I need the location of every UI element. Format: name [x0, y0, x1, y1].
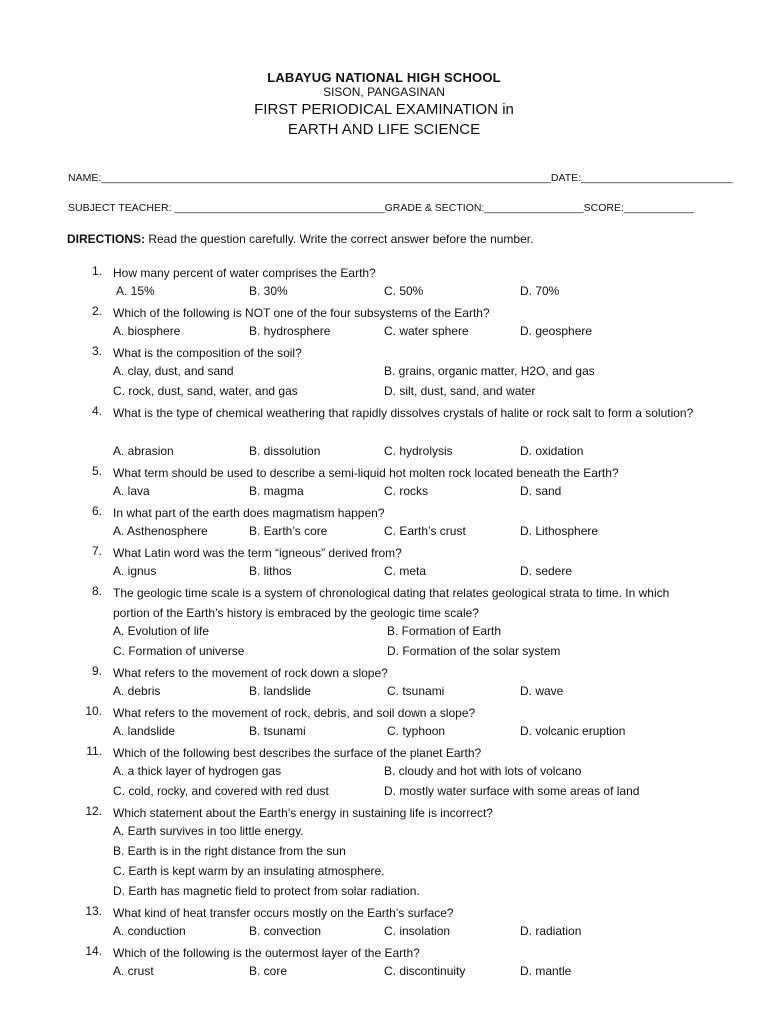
option-a: A. Evolution of life — [113, 624, 210, 638]
question-text: How many percent of water comprises the Earth? — [113, 266, 376, 280]
option-c: C. hydrolysis — [384, 444, 453, 458]
option-d: D. sand — [520, 484, 562, 498]
option-b: B. Earth is in the right distance from the sun — [113, 844, 346, 858]
school-location: SISON, PANGASINAN — [323, 85, 445, 99]
option-b: B. convection — [249, 924, 322, 938]
option-c: C. water sphere — [384, 324, 469, 338]
question-number: 10. — [85, 704, 102, 718]
teacher-grade-score-line: SUBJECT TEACHER: ____________________________________GRADE & SECTION:_________________SCORE:____________ — [68, 202, 694, 214]
option-a: A. clay, dust, and sand — [113, 364, 234, 378]
option-d: D. radiation — [520, 924, 582, 938]
option-a: A. biosphere — [113, 324, 181, 338]
question-text: What is the composition of the soil? — [113, 346, 302, 360]
option-d: D. oxidation — [520, 444, 584, 458]
option-d: D. wave — [520, 684, 564, 698]
question-text: Which of the following is NOT one of the four subsystems of the Earth? — [113, 306, 490, 320]
option-b: B. landslide — [249, 684, 312, 698]
option-a: A. conduction — [113, 924, 186, 938]
question-number: 5. — [91, 464, 102, 478]
option-a: A. crust — [113, 964, 154, 978]
question-text: What Latin word was the term “igneous” derived from? — [113, 546, 402, 560]
option-b: B. cloudy and hot with lots of volcano — [384, 764, 582, 778]
option-b: B. 30% — [249, 284, 288, 298]
directions-text: Read the question carefully. Write the correct answer before the number. — [145, 232, 534, 246]
question-number: 14. — [85, 944, 102, 958]
question-number: 12. — [85, 804, 102, 818]
option-c: C. meta — [384, 564, 427, 578]
option-a: A. Earth survives in too little energy. — [113, 824, 304, 838]
option-b: B. grains, organic matter, H2O, and gas — [384, 364, 595, 378]
option-c: C. Earth’s crust — [384, 524, 466, 538]
exam-title-line2: EARTH AND LIFE SCIENCE — [287, 121, 481, 138]
option-d: D. volcanic eruption — [520, 724, 626, 738]
option-d: D. Formation of the solar system — [387, 644, 561, 658]
question-text: Which of the following is the outermost layer of the Earth? — [113, 946, 420, 960]
question-text: What refers to the movement of rock, debris, and soil down a slope? — [113, 706, 476, 720]
question-text: What refers to the movement of rock down a slope? — [113, 666, 388, 680]
option-d: D. Earth has magnetic field to protect from solar radiation. — [113, 884, 420, 898]
option-c: C. tsunami — [387, 684, 445, 698]
option-d: D. mostly water surface with some areas of land — [384, 784, 640, 798]
option-d: D. mantle — [520, 964, 572, 978]
option-c: C. Earth is kept warm by an insulating atmosphere. — [113, 864, 385, 878]
question-text: Which statement about the Earth’s energy in sustaining life is incorrect? — [113, 806, 493, 820]
option-b: B. Formation of Earth — [387, 624, 502, 638]
question-number: 6. — [91, 504, 102, 518]
option-d: D. geosphere — [520, 324, 593, 338]
question-text: Which of the following best describes the surface of the planet Earth? — [113, 746, 482, 760]
option-c: C. rocks — [384, 484, 429, 498]
option-a: A. landslide — [113, 724, 176, 738]
option-c: C. cold, rocky, and covered with red dust — [113, 784, 329, 798]
question-number: 7. — [91, 544, 102, 558]
option-b: B. core — [249, 964, 288, 978]
option-c: C. insolation — [384, 924, 451, 938]
option-c: C. discontinuity — [384, 964, 466, 978]
option-a: A. debris — [113, 684, 161, 698]
option-a: A. lava — [113, 484, 150, 498]
school-name: LABAYUG NATIONAL HIGH SCHOOL — [267, 70, 501, 85]
exam-title-line1: FIRST PERIODICAL EXAMINATION in — [254, 101, 514, 118]
option-c: C. Formation of universe — [113, 644, 245, 658]
directions — [67, 232, 533, 246]
option-b: B. tsunami — [249, 724, 306, 738]
option-b: B. magma — [249, 484, 304, 498]
option-d: D. Lithosphere — [520, 524, 599, 538]
question-number: 3. — [91, 344, 102, 358]
question-text: The geologic time scale is a system of chronological dating that relates geological strata to time. In which portion of the Earth’s history is embraced by the geologic time scale? — [113, 586, 670, 620]
option-c: C. rock, dust, sand, water, and gas — [113, 384, 298, 398]
option-b: B. lithos — [249, 564, 292, 578]
question-text: What kind of heat transfer occurs mostly on the Earth’s surface? — [113, 906, 454, 920]
option-a: A. ignus — [113, 564, 157, 578]
directions-label: DIRECTIONS: — [67, 232, 145, 246]
option-a: A. Asthenosphere — [113, 524, 208, 538]
question-number: 4. — [91, 404, 102, 418]
question-number: 13. — [85, 904, 102, 918]
option-d: D. silt, dust, sand, and water — [384, 384, 536, 398]
question-number: 2. — [91, 304, 102, 318]
option-c: C. 50% — [384, 284, 424, 298]
option-c: C. typhoon — [387, 724, 446, 738]
question-text: What term should be used to describe a semi-liquid hot molten rock located beneath the Earth? — [113, 466, 619, 480]
question-number: 8. — [91, 584, 102, 598]
option-b: B. Earth’s core — [249, 524, 328, 538]
question-number: 11. — [86, 744, 102, 758]
option-b: B. dissolution — [249, 444, 321, 458]
question-text: What is the type of chemical weathering that rapidly dissolves crystals of halite or rock salt to form a solution? — [113, 406, 694, 420]
question-number: 9. — [91, 664, 102, 678]
question-text: In what part of the earth does magmatism happen? — [113, 506, 385, 520]
option-d: D. 70% — [520, 284, 560, 298]
option-d: D. sedere — [520, 564, 573, 578]
option-a: A. 15% — [116, 284, 155, 298]
question-number: 1. — [91, 264, 102, 278]
name-date-line: NAME:_____________________________________________________________________________DATE:__________________________ — [68, 172, 733, 184]
option-a: A. abrasion — [113, 444, 174, 458]
option-a: A. a thick layer of hydrogen gas — [113, 764, 282, 778]
option-b: B. hydrosphere — [249, 324, 331, 338]
